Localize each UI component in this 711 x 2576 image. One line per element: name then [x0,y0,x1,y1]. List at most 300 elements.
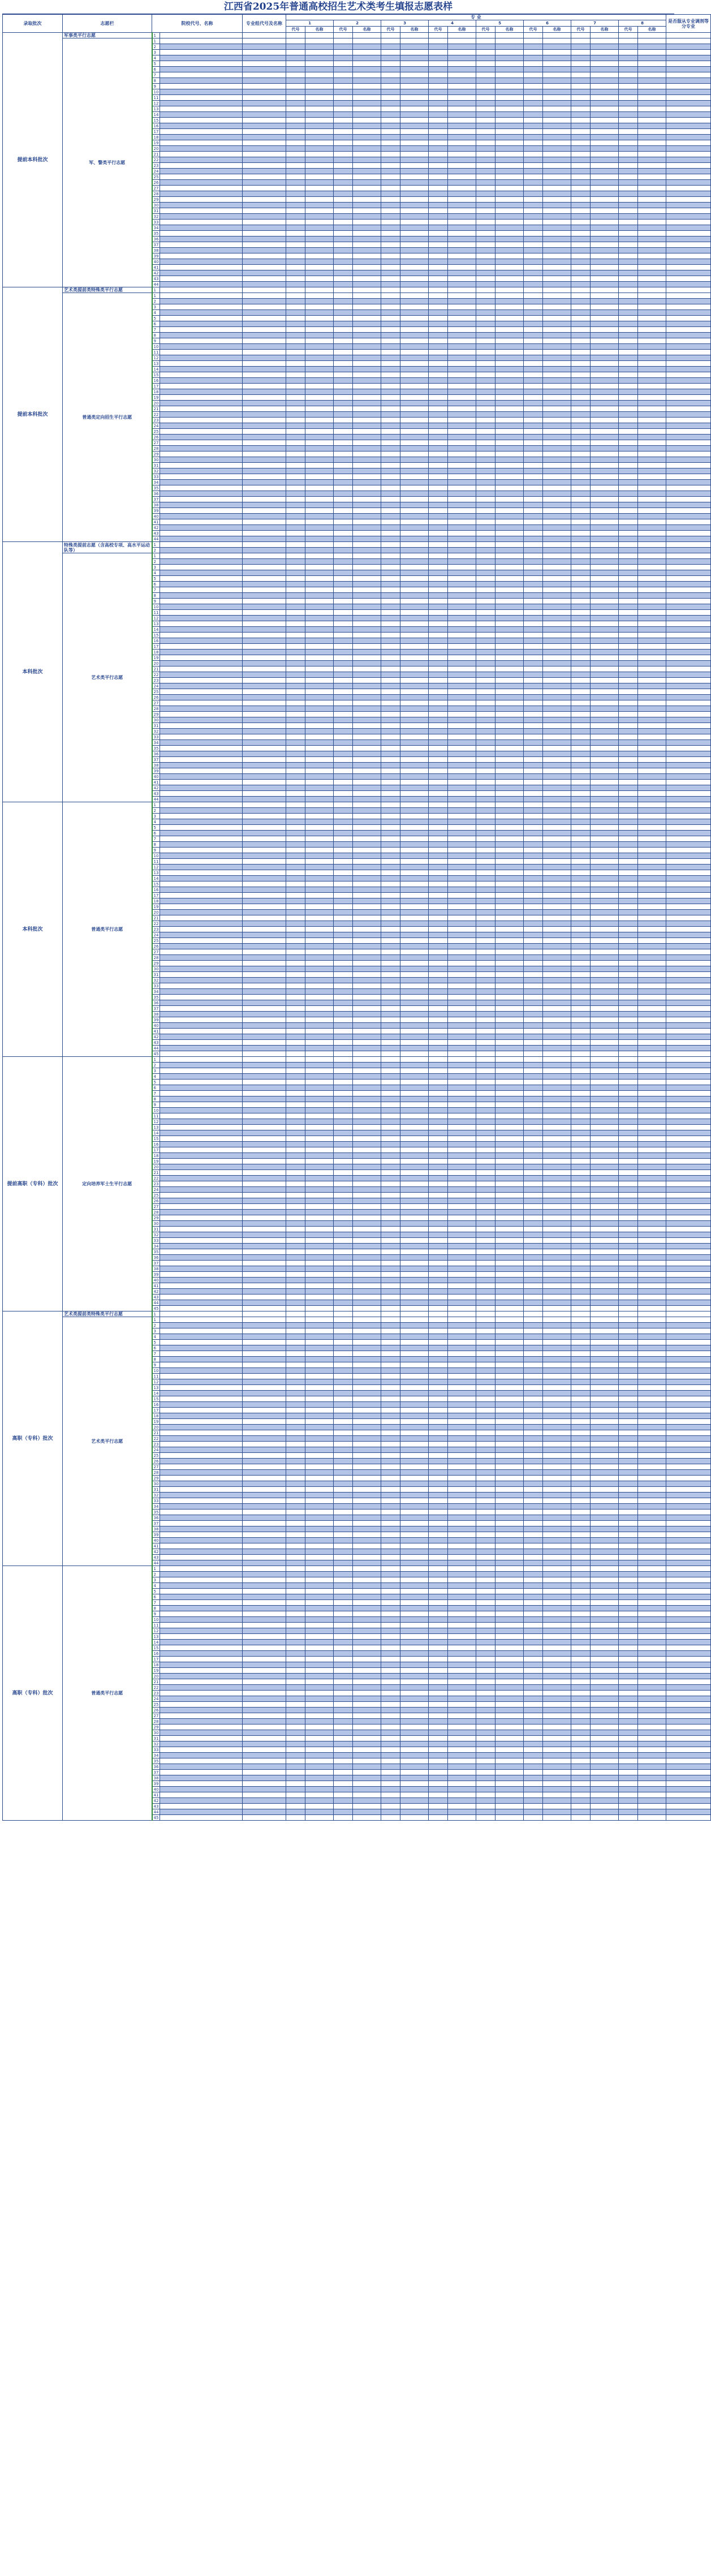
major-name-cell[interactable] [305,553,334,559]
major-code-cell[interactable] [619,55,638,61]
major-name-cell[interactable] [495,1306,524,1311]
major-code-cell[interactable] [524,1068,543,1074]
major-code-cell[interactable] [286,231,305,236]
major-code-cell[interactable] [619,1063,638,1068]
major-code-cell[interactable] [286,140,305,146]
major-code-cell[interactable] [334,842,353,848]
major-name-cell[interactable] [638,757,666,763]
major-name-cell[interactable] [400,118,429,123]
major-code-cell[interactable] [571,1244,591,1249]
major-code-cell[interactable] [381,1357,400,1362]
major-group-cell[interactable] [243,1102,286,1108]
major-code-cell[interactable] [429,740,448,746]
major-name-cell[interactable] [353,842,381,848]
major-code-cell[interactable] [381,898,400,904]
major-code-cell[interactable] [619,678,638,683]
major-name-cell[interactable] [448,338,476,344]
major-name-cell[interactable] [448,157,476,163]
major-name-cell[interactable] [400,350,429,355]
major-code-cell[interactable] [381,412,400,418]
major-name-cell[interactable] [400,435,429,440]
major-code-cell[interactable] [524,1244,543,1249]
major-group-cell[interactable] [243,55,286,61]
school-cell[interactable] [160,435,243,440]
major-name-cell[interactable] [400,1108,429,1113]
major-name-cell[interactable] [448,95,476,101]
major-name-cell[interactable] [353,293,381,299]
major-code-cell[interactable] [476,1289,495,1295]
major-code-cell[interactable] [429,72,448,78]
major-name-cell[interactable] [591,604,619,610]
major-name-cell[interactable] [495,1085,524,1091]
major-name-cell[interactable] [448,887,476,893]
major-name-cell[interactable] [591,1113,619,1119]
major-code-cell[interactable] [524,1034,543,1040]
adjust-cell[interactable] [666,1221,711,1227]
major-code-cell[interactable] [334,451,353,457]
major-name-cell[interactable] [400,570,429,576]
major-name-cell[interactable] [543,1057,571,1063]
school-cell[interactable] [160,604,243,610]
major-group-cell[interactable] [243,927,286,932]
major-code-cell[interactable] [429,774,448,780]
major-code-cell[interactable] [524,316,543,321]
major-code-cell[interactable] [476,355,495,361]
major-code-cell[interactable] [476,848,495,853]
major-code-cell[interactable] [429,497,448,502]
major-group-cell[interactable] [243,89,286,95]
major-name-cell[interactable] [305,72,334,78]
major-code-cell[interactable] [571,881,591,887]
major-name-cell[interactable] [638,678,666,683]
major-code-cell[interactable] [571,915,591,921]
school-cell[interactable] [160,1170,243,1176]
school-cell[interactable] [160,1261,243,1266]
major-name-cell[interactable] [638,304,666,310]
major-code-cell[interactable] [524,915,543,921]
major-code-cell[interactable] [334,231,353,236]
major-name-cell[interactable] [591,429,619,435]
major-code-cell[interactable] [571,593,591,599]
major-name-cell[interactable] [400,593,429,599]
major-name-cell[interactable] [305,418,334,423]
major-code-cell[interactable] [429,638,448,644]
major-name-cell[interactable] [448,1142,476,1147]
major-code-cell[interactable] [381,1147,400,1153]
major-name-cell[interactable] [448,1113,476,1119]
adjust-cell[interactable] [666,565,711,570]
major-code-cell[interactable] [381,248,400,253]
major-name-cell[interactable] [638,576,666,582]
major-code-cell[interactable] [429,214,448,220]
major-code-cell[interactable] [619,480,638,485]
major-code-cell[interactable] [524,78,543,84]
major-code-cell[interactable] [524,1091,543,1096]
major-code-cell[interactable] [429,819,448,825]
major-code-cell[interactable] [619,1289,638,1295]
adjust-cell[interactable] [666,898,711,904]
major-code-cell[interactable] [476,163,495,169]
major-name-cell[interactable] [495,717,524,723]
major-code-cell[interactable] [524,519,543,525]
major-group-cell[interactable] [243,746,286,751]
major-name-cell[interactable] [400,1181,429,1187]
major-name-cell[interactable] [448,265,476,270]
major-code-cell[interactable] [334,61,353,67]
major-code-cell[interactable] [429,1362,448,1368]
major-name-cell[interactable] [400,1170,429,1176]
major-name-cell[interactable] [353,1328,381,1334]
major-code-cell[interactable] [571,1159,591,1164]
major-name-cell[interactable] [638,1204,666,1210]
major-name-cell[interactable] [591,140,619,146]
major-name-cell[interactable] [448,842,476,848]
major-code-cell[interactable] [334,1170,353,1176]
major-name-cell[interactable] [495,361,524,367]
major-code-cell[interactable] [429,118,448,123]
major-code-cell[interactable] [381,197,400,203]
major-name-cell[interactable] [353,700,381,706]
major-name-cell[interactable] [495,683,524,689]
major-name-cell[interactable] [543,236,571,242]
major-name-cell[interactable] [543,214,571,220]
major-code-cell[interactable] [619,412,638,418]
major-name-cell[interactable] [305,983,334,989]
major-code-cell[interactable] [571,587,591,593]
major-name-cell[interactable] [305,1181,334,1187]
major-code-cell[interactable] [619,536,638,542]
major-name-cell[interactable] [495,593,524,599]
major-code-cell[interactable] [429,163,448,169]
major-code-cell[interactable] [524,157,543,163]
major-code-cell[interactable] [619,1255,638,1261]
major-name-cell[interactable] [591,1080,619,1085]
major-name-cell[interactable] [353,746,381,751]
major-code-cell[interactable] [381,1034,400,1040]
major-code-cell[interactable] [334,1051,353,1057]
major-code-cell[interactable] [429,259,448,265]
major-name-cell[interactable] [353,695,381,700]
major-code-cell[interactable] [381,559,400,565]
major-code-cell[interactable] [429,338,448,344]
major-name-cell[interactable] [448,723,476,729]
major-name-cell[interactable] [353,683,381,689]
major-name-cell[interactable] [638,423,666,429]
major-code-cell[interactable] [286,853,305,859]
major-code-cell[interactable] [571,1125,591,1130]
major-code-cell[interactable] [571,1283,591,1289]
major-group-cell[interactable] [243,1136,286,1142]
major-name-cell[interactable] [305,112,334,118]
major-code-cell[interactable] [619,220,638,225]
major-name-cell[interactable] [448,915,476,921]
major-code-cell[interactable] [524,1125,543,1130]
major-name-cell[interactable] [448,559,476,565]
major-name-cell[interactable] [495,898,524,904]
school-cell[interactable] [160,655,243,661]
major-code-cell[interactable] [286,831,305,836]
major-name-cell[interactable] [353,236,381,242]
major-name-cell[interactable] [495,236,524,242]
major-code-cell[interactable] [524,72,543,78]
major-name-cell[interactable] [543,1170,571,1176]
major-code-cell[interactable] [571,191,591,197]
major-name-cell[interactable] [591,304,619,310]
major-name-cell[interactable] [495,627,524,633]
major-code-cell[interactable] [429,808,448,814]
major-name-cell[interactable] [591,859,619,865]
major-name-cell[interactable] [305,599,334,604]
major-name-cell[interactable] [400,1017,429,1023]
major-name-cell[interactable] [543,989,571,995]
major-name-cell[interactable] [495,565,524,570]
major-group-cell[interactable] [243,1170,286,1176]
major-name-cell[interactable] [305,729,334,734]
major-code-cell[interactable] [381,785,400,791]
major-code-cell[interactable] [334,208,353,214]
adjust-cell[interactable] [666,220,711,225]
major-name-cell[interactable] [495,112,524,118]
major-name-cell[interactable] [591,655,619,661]
major-code-cell[interactable] [619,418,638,423]
major-name-cell[interactable] [591,717,619,723]
major-name-cell[interactable] [400,616,429,621]
major-name-cell[interactable] [448,78,476,84]
major-group-cell[interactable] [243,814,286,819]
major-name-cell[interactable] [591,89,619,95]
major-name-cell[interactable] [448,180,476,186]
major-name-cell[interactable] [305,1000,334,1006]
major-code-cell[interactable] [286,1289,305,1295]
major-name-cell[interactable] [448,831,476,836]
major-code-cell[interactable] [286,106,305,112]
major-code-cell[interactable] [524,1136,543,1142]
major-name-cell[interactable] [638,650,666,655]
major-name-cell[interactable] [353,876,381,881]
major-name-cell[interactable] [638,559,666,565]
major-code-cell[interactable] [619,797,638,802]
major-name-cell[interactable] [305,1244,334,1249]
major-code-cell[interactable] [571,350,591,355]
major-name-cell[interactable] [305,870,334,876]
major-code-cell[interactable] [524,418,543,423]
major-name-cell[interactable] [591,576,619,582]
major-code-cell[interactable] [476,1357,495,1362]
major-code-cell[interactable] [571,949,591,955]
adjust-cell[interactable] [666,893,711,898]
major-code-cell[interactable] [571,932,591,938]
major-name-cell[interactable] [305,1238,334,1244]
major-code-cell[interactable] [334,50,353,55]
major-group-cell[interactable] [243,870,286,876]
major-code-cell[interactable] [286,242,305,248]
major-name-cell[interactable] [448,1317,476,1323]
major-name-cell[interactable] [638,451,666,457]
major-name-cell[interactable] [353,78,381,84]
school-cell[interactable] [160,1034,243,1040]
adjust-cell[interactable] [666,870,711,876]
major-code-cell[interactable] [619,1085,638,1091]
major-code-cell[interactable] [334,463,353,468]
major-code-cell[interactable] [334,180,353,186]
major-name-cell[interactable] [353,1306,381,1311]
major-code-cell[interactable] [619,451,638,457]
major-name-cell[interactable] [448,435,476,440]
major-group-cell[interactable] [243,401,286,406]
major-code-cell[interactable] [571,508,591,514]
major-code-cell[interactable] [571,1023,591,1029]
major-code-cell[interactable] [286,661,305,666]
major-code-cell[interactable] [381,921,400,927]
major-name-cell[interactable] [305,938,334,944]
major-code-cell[interactable] [524,293,543,299]
major-code-cell[interactable] [381,661,400,666]
major-group-cell[interactable] [243,751,286,757]
major-code-cell[interactable] [571,38,591,44]
major-name-cell[interactable] [638,542,666,548]
major-name-cell[interactable] [305,712,334,717]
adjust-cell[interactable] [666,1187,711,1193]
major-name-cell[interactable] [495,616,524,621]
school-cell[interactable] [160,1012,243,1017]
major-name-cell[interactable] [448,1334,476,1340]
major-group-cell[interactable] [243,791,286,797]
major-name-cell[interactable] [400,548,429,553]
major-name-cell[interactable] [543,944,571,949]
major-name-cell[interactable] [638,123,666,129]
major-name-cell[interactable] [638,1074,666,1080]
major-code-cell[interactable] [619,446,638,451]
major-name-cell[interactable] [400,395,429,401]
major-code-cell[interactable] [571,972,591,978]
major-name-cell[interactable] [495,276,524,282]
major-name-cell[interactable] [543,1029,571,1034]
major-name-cell[interactable] [495,1334,524,1340]
major-name-cell[interactable] [638,276,666,282]
major-name-cell[interactable] [591,1204,619,1210]
major-code-cell[interactable] [334,350,353,355]
major-name-cell[interactable] [543,1130,571,1136]
major-code-cell[interactable] [334,1261,353,1266]
major-code-cell[interactable] [381,265,400,270]
major-code-cell[interactable] [571,938,591,944]
major-code-cell[interactable] [619,531,638,536]
major-name-cell[interactable] [543,1096,571,1102]
major-code-cell[interactable] [524,723,543,729]
major-name-cell[interactable] [448,321,476,327]
major-code-cell[interactable] [524,814,543,819]
major-name-cell[interactable] [591,689,619,695]
major-code-cell[interactable] [571,44,591,50]
major-code-cell[interactable] [381,242,400,248]
adjust-cell[interactable] [666,89,711,95]
major-name-cell[interactable] [543,423,571,429]
major-name-cell[interactable] [353,140,381,146]
major-code-cell[interactable] [476,706,495,712]
major-code-cell[interactable] [571,751,591,757]
major-code-cell[interactable] [619,1136,638,1142]
adjust-cell[interactable] [666,72,711,78]
major-name-cell[interactable] [543,644,571,650]
major-code-cell[interactable] [381,972,400,978]
adjust-cell[interactable] [666,865,711,870]
major-name-cell[interactable] [448,497,476,502]
major-code-cell[interactable] [286,299,305,304]
major-name-cell[interactable] [638,378,666,384]
major-name-cell[interactable] [400,327,429,333]
major-name-cell[interactable] [305,1232,334,1238]
major-code-cell[interactable] [429,299,448,304]
major-code-cell[interactable] [381,1283,400,1289]
major-code-cell[interactable] [619,372,638,378]
major-name-cell[interactable] [638,152,666,157]
major-name-cell[interactable] [305,1317,334,1323]
major-code-cell[interactable] [476,519,495,525]
major-name-cell[interactable] [543,921,571,927]
major-name-cell[interactable] [591,1046,619,1051]
major-name-cell[interactable] [543,1051,571,1057]
school-cell[interactable] [160,1351,243,1357]
major-name-cell[interactable] [543,791,571,797]
adjust-cell[interactable] [666,695,711,700]
major-code-cell[interactable] [286,1244,305,1249]
major-code-cell[interactable] [286,706,305,712]
major-name-cell[interactable] [353,797,381,802]
major-code-cell[interactable] [476,1249,495,1255]
major-name-cell[interactable] [400,112,429,118]
major-code-cell[interactable] [476,587,495,593]
major-code-cell[interactable] [571,135,591,140]
major-name-cell[interactable] [638,180,666,186]
major-name-cell[interactable] [638,859,666,865]
major-name-cell[interactable] [638,1317,666,1323]
major-code-cell[interactable] [571,898,591,904]
major-code-cell[interactable] [286,1012,305,1017]
major-code-cell[interactable] [334,559,353,565]
major-code-cell[interactable] [334,152,353,157]
major-name-cell[interactable] [638,112,666,118]
major-name-cell[interactable] [305,831,334,836]
major-name-cell[interactable] [543,157,571,163]
major-name-cell[interactable] [305,825,334,831]
major-name-cell[interactable] [400,1255,429,1261]
major-code-cell[interactable] [476,717,495,723]
major-code-cell[interactable] [619,406,638,412]
major-group-cell[interactable] [243,808,286,814]
major-name-cell[interactable] [543,746,571,751]
major-code-cell[interactable] [334,1295,353,1300]
major-code-cell[interactable] [619,423,638,429]
major-code-cell[interactable] [429,785,448,791]
major-code-cell[interactable] [381,1040,400,1046]
major-group-cell[interactable] [243,321,286,327]
major-group-cell[interactable] [243,848,286,853]
major-name-cell[interactable] [400,836,429,842]
major-name-cell[interactable] [448,780,476,785]
major-name-cell[interactable] [495,525,524,531]
major-code-cell[interactable] [571,84,591,89]
major-code-cell[interactable] [334,293,353,299]
major-code-cell[interactable] [476,599,495,604]
major-code-cell[interactable] [286,746,305,751]
adjust-cell[interactable] [666,1311,711,1317]
major-name-cell[interactable] [448,638,476,644]
major-name-cell[interactable] [305,717,334,723]
major-name-cell[interactable] [638,836,666,842]
major-name-cell[interactable] [400,723,429,729]
major-code-cell[interactable] [571,723,591,729]
major-name-cell[interactable] [353,689,381,695]
